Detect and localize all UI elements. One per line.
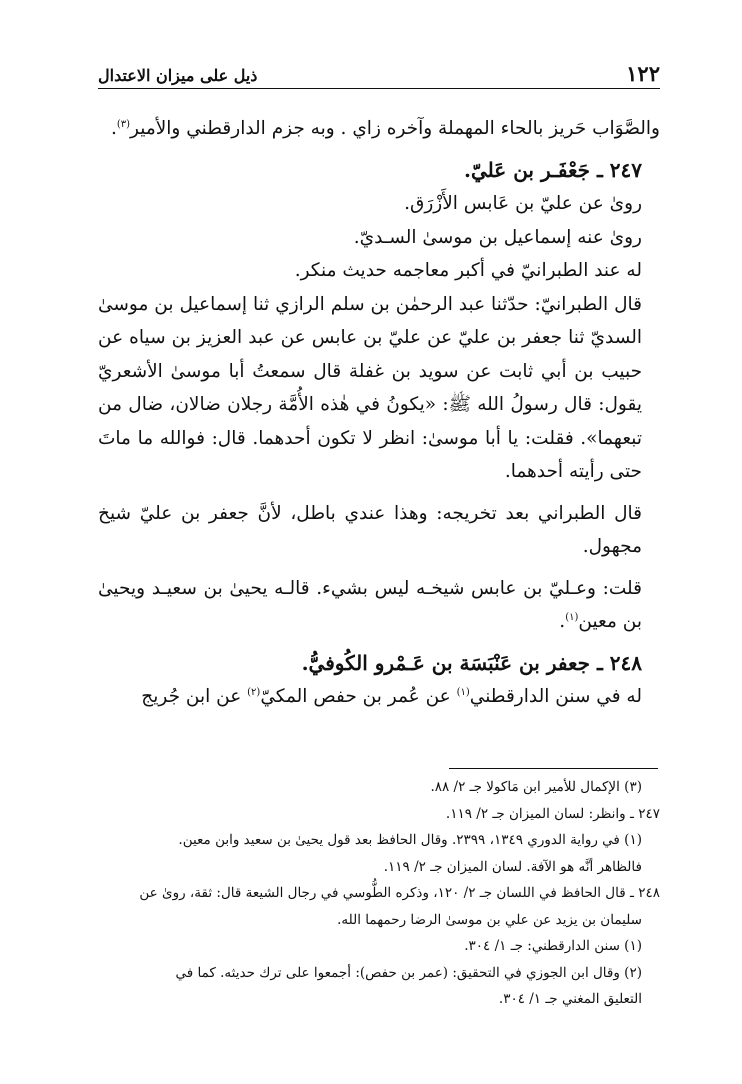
running-title: ذيل على ميزان الاعتدال (98, 66, 258, 85)
footnote-247-1: (١) في رواية الدوري ١٣٤٩، ٢٣٩٩. وقال الحافظ بعد قول يحيىٰ بن سعيد وابن معين. (178, 832, 642, 848)
entry-247-hadith-note: له عند الطبرانيّ في أكبر معاجمه حديث منكر. (294, 260, 642, 281)
footnote-247-1-cont: فالظاهر أنَّه هو الآفة. لسان الميزان جـ ٢/ ١١٩. (383, 858, 642, 875)
qult-paragraph: قلت: وعـليّ بن عابس شيخـه ليس بشيء. قالـه يحيىٰ بن سعيـد ويحيىٰ بن معين$^{(١)}$. (98, 577, 642, 632)
entry-248-title: ٢٤٨ ـ جعفر بن عَنْبَسَة بن عَـمْرو الكُوفيُّ. (301, 650, 642, 675)
page-header (98, 58, 660, 89)
footnote-separator (449, 768, 658, 769)
footnote-248-heading-cont: سليمان بن يزيد عن علي بن موسىٰ الرضا رحمهما الله. (337, 911, 642, 928)
takhrij-paragraph: قال الطبراني بعد تخريجه: وهذا عندي باطل، لأنَّ جعفر بن عليّ شيخ مجهول. (98, 502, 642, 557)
entry-247-narrated-from: روىٰ عن عليّ بن عَابس الأَزْرَق. (404, 193, 642, 214)
entry-247-narrated-by: روىٰ عنه إسماعيل بن موسىٰ السـديّ. (353, 226, 642, 248)
entry-248-text-b: عن عُمر بن حفص المكيّ (260, 686, 457, 707)
footnote-248-2: (٢) وقال ابن الجوزي في التحقيق: (عمر بن حفص): أجمعوا على ترك حديثه. كما في (175, 964, 642, 981)
entry-248-line (98, 680, 660, 714)
footnote-248-2-cont: التعليق المغني جـ ١/ ٣٠٤. (498, 991, 642, 1007)
footnote-ref: (٢) (247, 686, 261, 698)
page-number: ١٢٢ (626, 61, 660, 86)
entry-248-text-a: له في سنن الدارقطني (469, 686, 642, 707)
entry-247-title: ٢٤٧ ـ جَعْفَـر بن عَليّ. (464, 157, 642, 182)
footnote-248-heading: ٢٤٨ ـ قال الحافظ في اللسان جـ ٢/ ١٢٠، وذكره الطُّوسي في رجال الشيعة قال: ثقة، روىٰ عن (139, 885, 660, 901)
continuation-text: والصَّوَاب حَريز بالحاء المهملة وآخره زاي . وبه جزم الدارقطني والأمير (130, 118, 660, 139)
continuation-paragraph: والصَّوَاب حَريز بالحاء المهملة وآخره زاي . وبه جزم الدارقطني والأمير$^{(٣)}$. (110, 118, 660, 139)
footnote-ref: (١) (565, 611, 579, 623)
footnote-247-heading: ٢٤٧ ـ وانظر: لسان الميزان جـ ٢/ ١١٩. (445, 805, 660, 822)
footnote-ref: (٣) (116, 118, 131, 130)
footnote-ref: (١) (456, 686, 470, 698)
footnote-3: (٣) الإكمال للأمير ابن مَاكولا جـ ٢/ ٨٨. (430, 779, 642, 795)
main-text (98, 112, 660, 714)
qult-text: قلت: وعـليّ بن عابس شيخـه ليس بشيء. قالـه يحيىٰ بن سعيـد ويحيىٰ بن معين (98, 577, 642, 632)
entry-248-text-c: عن ابن جُريج (141, 686, 248, 707)
tabarani-paragraph: قال الطبرانيّ: حدّثنا عبد الرحمٰن بن سلم الرازي ثنا إسماعيل بن موسىٰ السديّ ثنا جعفر بن عليّ عن عليّ بن عابس عن عبد العزيز بن سياه عن حبيب بن أبي ثابت عن سويد بن غفلة قال سمعتُ أبا موسىٰ الأشعريّ يقول: قال رسولُ الله ﷺ: «يكونُ في هٰذه الأُمَّة رجلان ضالان، ضال من تبعهما». فقلت: يا أبا موسىٰ: انظر لا تكون أحدهما. قال: فوالله ما ماتَ حتى رأيته أحدهما. (98, 293, 642, 482)
footnote-248-1: (١) سنن الدارقطني: جـ ١/ ٣٠٤. (464, 938, 642, 954)
footnotes (98, 774, 660, 1013)
